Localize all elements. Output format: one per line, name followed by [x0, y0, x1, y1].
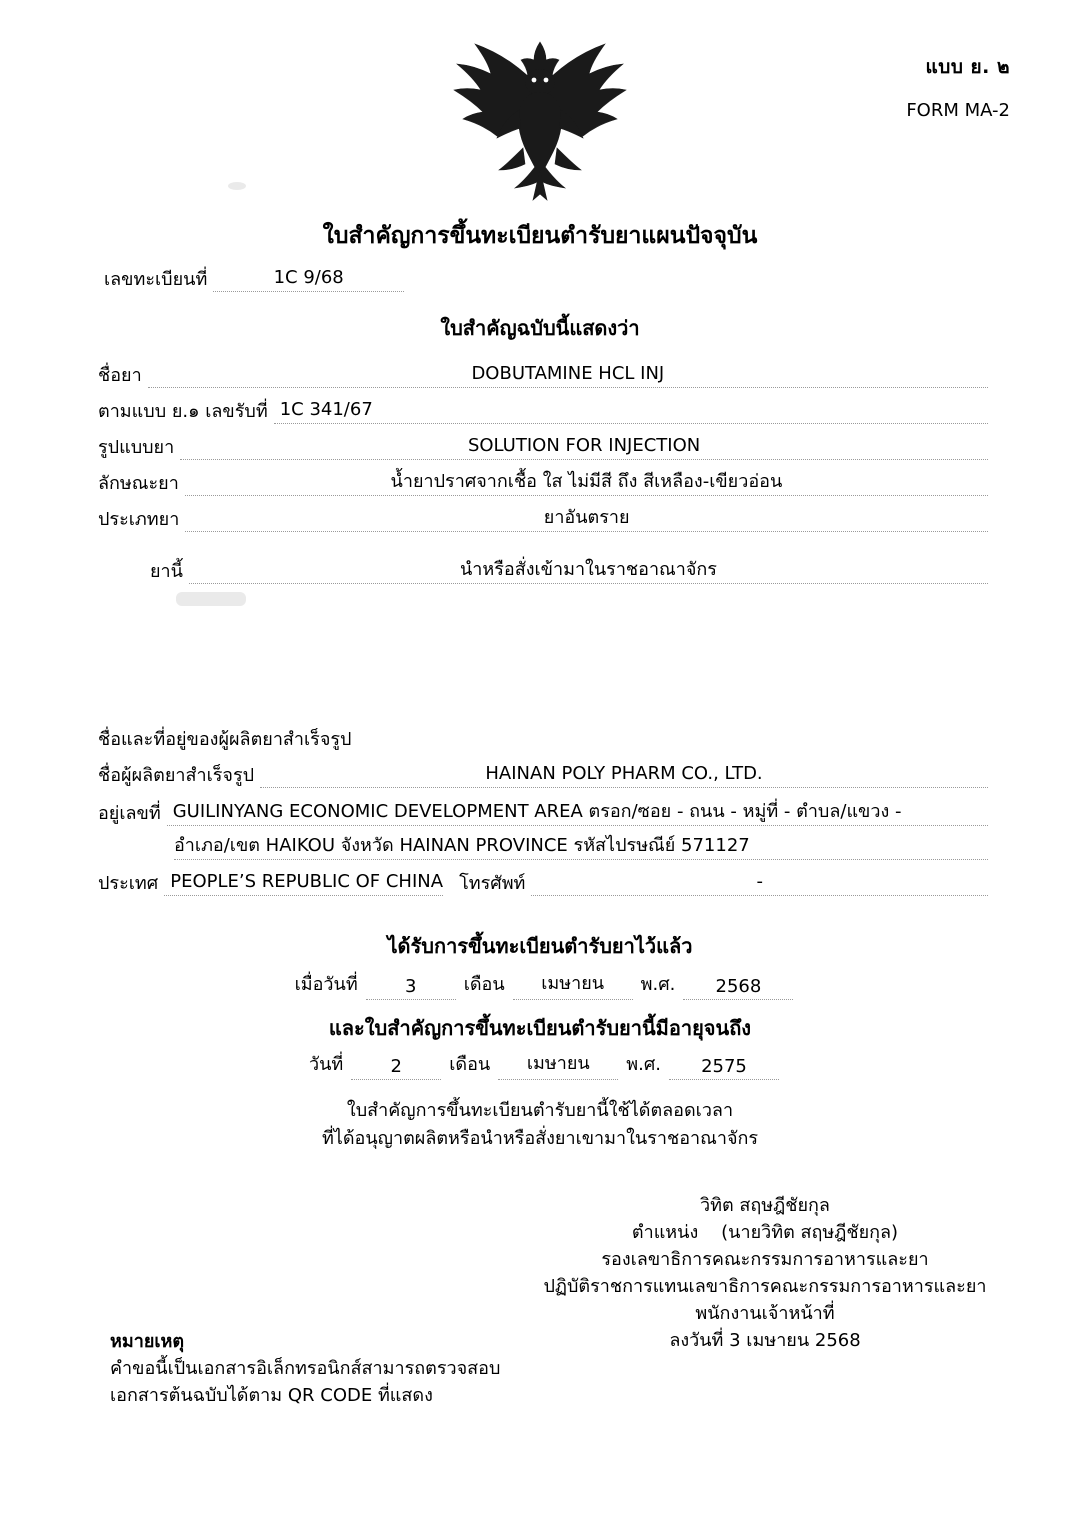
- approval-date-prefix: เมื่อวันที่: [294, 974, 358, 995]
- drug-category-label: ประเภทยา: [98, 509, 180, 531]
- signature-block: [530, 1192, 1000, 1354]
- manufacturer-address-line1: GUILINYANG ECONOMIC DEVELOPMENT AREA ตรอก/ซอย - ถนน - หมู่ที่ - ตำบล/แขวง -: [167, 800, 988, 826]
- application-number-row: [98, 398, 988, 424]
- application-number-value: 1C 341/67: [274, 398, 988, 424]
- this-drug-label: ยานี้: [150, 561, 183, 583]
- registration-number-label: เลขทะเบียนที่: [104, 269, 208, 291]
- signer-name-paren: (นายวิทิต สฤษฎีชัยกุล): [721, 1222, 899, 1243]
- manufacturer-name-value: HAINAN POLY PHARM CO., LTD.: [260, 762, 988, 788]
- drug-name-label: ชื่อยา: [98, 365, 142, 387]
- manufacturer-address-row-2: [174, 834, 988, 860]
- notes-title: หมายเหตุ: [110, 1331, 185, 1352]
- this-drug-row: [150, 558, 988, 584]
- notes-block: [110, 1328, 500, 1409]
- expiry-day: 2: [351, 1056, 441, 1080]
- position-label: ตำแหน่ง: [631, 1222, 699, 1243]
- expiry-date-prefix: วันที่: [309, 1054, 344, 1075]
- approval-heading: ได้รับการขึ้นทะเบียนตำรับยาไว้แล้ว: [387, 934, 693, 958]
- notes-line-2: เอกสารต้นฉบับได้ตาม QR CODE ที่แสดง: [110, 1385, 433, 1406]
- expiry-heading: และใบสำคัญการขึ้นทะเบียนตำรับยานี้มีอายุจนถึง: [328, 1016, 752, 1040]
- certify-heading: ใบสำคัญฉบับนี้แสดงว่า: [440, 316, 640, 340]
- approval-month: เมษายน: [513, 968, 633, 1000]
- scan-artifact: [176, 592, 246, 606]
- signer-name: วิทิต สฤษฎีชัยกุล: [700, 1195, 830, 1216]
- signer-title-line-2: ปฏิบัติราชการแทนเลขาธิการคณะกรรมการอาหารและยา: [543, 1276, 987, 1297]
- appearance-row: [98, 470, 988, 496]
- form-code-thai: แบบ ย. ๒: [925, 56, 1010, 78]
- country-label: ประเทศ: [98, 873, 159, 895]
- page-title: ใบสำคัญการขึ้นทะเบียนตำรับยาแผนปัจจุบัน: [322, 223, 758, 249]
- manufacturer-country-row: [98, 870, 988, 896]
- manufacturer-section-title: [98, 728, 357, 752]
- expiry-year: 2575: [669, 1056, 779, 1080]
- appearance-label: ลักษณะยา: [98, 473, 179, 495]
- expiry-month: เมษายน: [498, 1048, 618, 1080]
- form-code-english: FORM MA-2: [906, 100, 1010, 121]
- expiry-month-label: เดือน: [449, 1054, 491, 1075]
- expiry-date-row: [0, 1048, 1080, 1080]
- dosage-form-value: SOLUTION FOR INJECTION: [180, 434, 988, 460]
- approval-date-row: [0, 968, 1080, 1000]
- drug-category-value: ยาอันตราย: [185, 506, 988, 532]
- garuda-emblem-icon: [445, 30, 635, 205]
- approval-year-label: พ.ศ.: [640, 974, 676, 995]
- manufacturer-address-row-1: [98, 800, 988, 826]
- validity-note-line-1: ใบสำคัญการขึ้นทะเบียนตำรับยานี้ใช้ได้ตลอดเวลา: [346, 1100, 734, 1121]
- drug-name-value: DOBUTAMINE HCL INJ: [148, 362, 988, 388]
- application-number-label: ตามแบบ ย.๑ เลขรับที่: [98, 401, 268, 423]
- manufacturer-section-title-label: ชื่อและที่อยู่ของผู้ผลิตยาสำเร็จรูป: [98, 729, 352, 750]
- approval-month-label: เดือน: [463, 974, 505, 995]
- scan-artifact: [228, 182, 246, 190]
- country-value: PEOPLE’S REPUBLIC OF CHINA: [164, 870, 443, 896]
- dosage-form-label: รูปแบบยา: [98, 437, 175, 459]
- manufacturer-name-label: ชื่อผู้ผลิตยาสำเร็จรูป: [98, 765, 255, 787]
- signed-date: ลงวันที่ 3 เมษายน 2568: [669, 1330, 861, 1351]
- phone-value: -: [531, 870, 988, 896]
- approval-day: 3: [366, 976, 456, 1000]
- appearance-value: น้ำยาปราศจากเชื้อ ใส ไม่มีสี ถึง สีเหลือง-เขียวอ่อน: [185, 470, 988, 496]
- approval-year: 2568: [683, 976, 793, 1000]
- drug-name-row: [98, 362, 988, 388]
- phone-label: โทรศัพท์: [459, 873, 526, 895]
- signer-title-line-1: รองเลขาธิการคณะกรรมการอาหารและยา: [601, 1249, 929, 1270]
- expiry-year-label: พ.ศ.: [626, 1054, 661, 1075]
- dosage-form-row: [98, 434, 988, 460]
- notes-line-1: คำขอนี้เป็นเอกสารอิเล็กทรอนิกส์สามารถตรวจสอบ: [110, 1358, 501, 1379]
- manufacturer-address-label: อยู่เลขที่: [98, 803, 161, 825]
- signer-position-line: [530, 1219, 1000, 1246]
- this-drug-value: นำหรือสั่งเข้ามาในราชอาณาจักร: [189, 558, 988, 584]
- manufacturer-name-row: [98, 762, 988, 788]
- validity-note-line-2: ที่ได้อนุญาตผลิตหรือนำหรือสั่งยาเขามาในราชอาณาจักร: [321, 1128, 759, 1149]
- registration-number-row: [104, 266, 404, 292]
- drug-category-row: [98, 506, 988, 532]
- manufacturer-address-line2: อำเภอ/เขต HAIKOU จังหวัด HAINAN PROVINCE รหัสไปรษณีย์ 571127: [174, 834, 988, 860]
- signer-title-line-3: พนักงานเจ้าหน้าที่: [695, 1303, 835, 1324]
- registration-number-value: 1C 9/68: [213, 266, 404, 292]
